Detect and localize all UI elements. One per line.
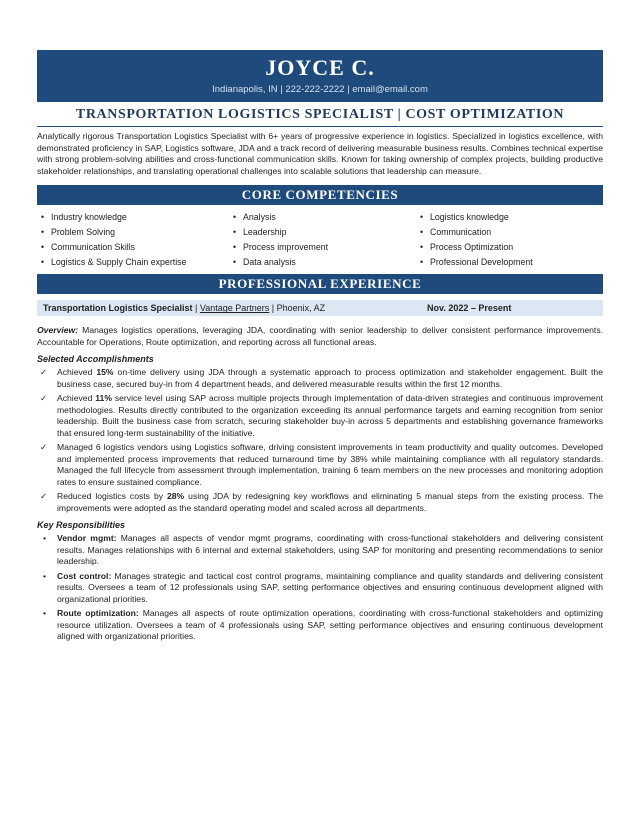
competency-item: • Process Optimization [416, 240, 603, 255]
job-separator: | [192, 303, 200, 314]
accomplishment-text: Achieved [57, 393, 96, 404]
overview-text: Manages logistics operations, leveraging JDA, coordinating with senior leadership to deliver consistent performance improvements. Accountable for Operations, Route optimization, and reporting across all functional areas. [37, 325, 603, 347]
competency-item: • Analysis [229, 210, 416, 225]
checkmark-icon: ✓ [40, 367, 48, 378]
competencies-grid [37, 210, 603, 270]
accomplishment-item [37, 491, 603, 514]
bullet-icon: • [43, 533, 47, 544]
bullet-icon: • [43, 608, 47, 619]
responsibilities-list [37, 533, 603, 643]
checkmark-icon: ✓ [40, 442, 48, 453]
accomplishment-text: using JDA by redesigning key workflows and eliminating 5 manual steps from the existing process. The improvements were adopted as the standard operating model and scaled across all departments. [57, 491, 603, 513]
accomplishments-list [37, 367, 603, 514]
contact-line: Indianapolis, IN | 222-222-2222 | email@email.com [212, 84, 428, 95]
accomplishment-item [37, 393, 603, 439]
resume-header [37, 50, 603, 102]
professional-experience-heading: PROFESSIONAL EXPERIENCE [37, 274, 603, 294]
responsibility-text: Manages all aspects of vendor mgmt programs, coordinating with cross-functional stakeholders and delivering consistent results. Manages relationships with 6 internal and external stakeholders, using SAP for monitoring and presenting recommendations to senior leadership. [57, 533, 603, 567]
accomplishment-metric: 11% [95, 393, 112, 404]
accomplishment-text: Reduced logistics costs by [57, 491, 167, 502]
responsibility-label: Vendor mgmt: [57, 533, 117, 544]
responsibility-item [37, 571, 603, 606]
responsibility-item [37, 533, 603, 568]
accomplishment-item [37, 367, 603, 390]
competencies-column [416, 210, 603, 270]
accomplishment-text: Managed 6 logistics vendors using Logistics software, driving consistent improvements in team productivity and quality outcomes. Developed and implemented process improvements that reduced turnaround time by 38% while maintaining compliance with all regulatory standards. Managed the full lifecycle from assessment through implementation, training 6 team members on the new processes and monitoring adoption rates to ensure sustained compliance. [57, 442, 603, 487]
competency-item: • Professional Development [416, 255, 603, 270]
overview-label: Overview: [37, 325, 79, 336]
competency-item: • Industry knowledge [37, 210, 229, 225]
competency-item: • Problem Solving [37, 225, 229, 240]
accomplishments-heading: Selected Accomplishments [37, 354, 154, 365]
responsibility-text: Manages all aspects of route optimization operations, coordinating with cross-functional stakeholders and optimizing resource utilization. Oversees a team of 4 professionals using SAP, setting performance objectives and ensuring continuous development aligned with organizational priorities. [57, 608, 603, 642]
resume-headline: TRANSPORTATION LOGISTICS SPECIALIST | COST OPTIMIZATION [75, 107, 565, 122]
accomplishment-text: service level using SAP across multiple projects through implementation of data-driven strategies and continuous improvement methodologies. Results directly contributed to the organization exceeding its annual performance targets and earning recognition from senior leadership. Built the business case from scratch, securing stakeholder buy-in across 5 departments and establishing governance frameworks that ensured long-term sustainability of the initiative. [57, 393, 603, 438]
candidate-name: JOYCE C. [265, 55, 375, 80]
responsibility-label: Cost control: [57, 570, 112, 581]
responsibility-text: Manages strategic and tactical cost control programs, maintaining compliance and quality standards and delivering consistent results. Oversees a team of 12 professionals using SAP, setting performance objectives and ensuring continuous development aligned with organizational priorities. [57, 570, 604, 604]
core-competencies-heading: CORE COMPETENCIES [37, 185, 603, 205]
competencies-column [229, 210, 416, 270]
job-title: Transportation Logistics Specialist [43, 303, 193, 314]
job-dates: Nov. 2022 – Present [427, 303, 512, 314]
professional-summary: Analytically rigorous Transportation Logistics Specialist with 6+ years of progressive experience in logistics. Specialized in logistics excellence, with demonstrated proficiency in SAP, Logistics software, JDA and a track record of delivering measurable business results. Combines technical expertise with strong problem-solving abilities and cross-functional communication skills. Known for taking ownership of complex projects, building productive stakeholder relationships, and translating operational challenges into scalable solutions that leadership can measure. [37, 131, 603, 176]
responsibility-label: Route optimization: [57, 608, 139, 619]
bullet-icon: • [43, 570, 47, 581]
accomplishment-metric: 28% [167, 491, 185, 502]
employer-link[interactable]: Vantage Partners [199, 303, 270, 314]
checkmark-icon: ✓ [40, 393, 48, 404]
competency-item: • Communication [416, 225, 603, 240]
competencies-column [37, 210, 229, 270]
competency-item: • Logistics & Supply Chain expertise [37, 255, 229, 270]
accomplishment-metric: 15% [96, 367, 114, 378]
job-location: Phoenix, AZ [276, 303, 326, 314]
competency-item: • Process improvement [229, 240, 416, 255]
competency-item: • Leadership [229, 225, 416, 240]
resume-page [37, 50, 603, 646]
responsibilities-heading: Key Responsibilities [37, 520, 126, 531]
checkmark-icon: ✓ [40, 491, 48, 502]
competency-item: • Communication Skills [37, 240, 229, 255]
responsibility-item [37, 608, 603, 643]
accomplishment-item [37, 442, 603, 488]
competency-item: • Logistics knowledge [416, 210, 603, 225]
job-info [43, 300, 427, 316]
job-overview [37, 325, 603, 348]
job-separator: | [269, 303, 277, 314]
job-header [37, 300, 603, 316]
accomplishment-text: Achieved [57, 367, 97, 378]
headline-divider [37, 126, 603, 127]
competency-item: • Data analysis [229, 255, 416, 270]
accomplishment-text: on-time delivery using JDA through a systematic approach to process optimization and stakeholder engagement. Built the business case, secured buy-in from 4 department heads, and delivered measurable results within the first 12 months. [57, 367, 603, 389]
